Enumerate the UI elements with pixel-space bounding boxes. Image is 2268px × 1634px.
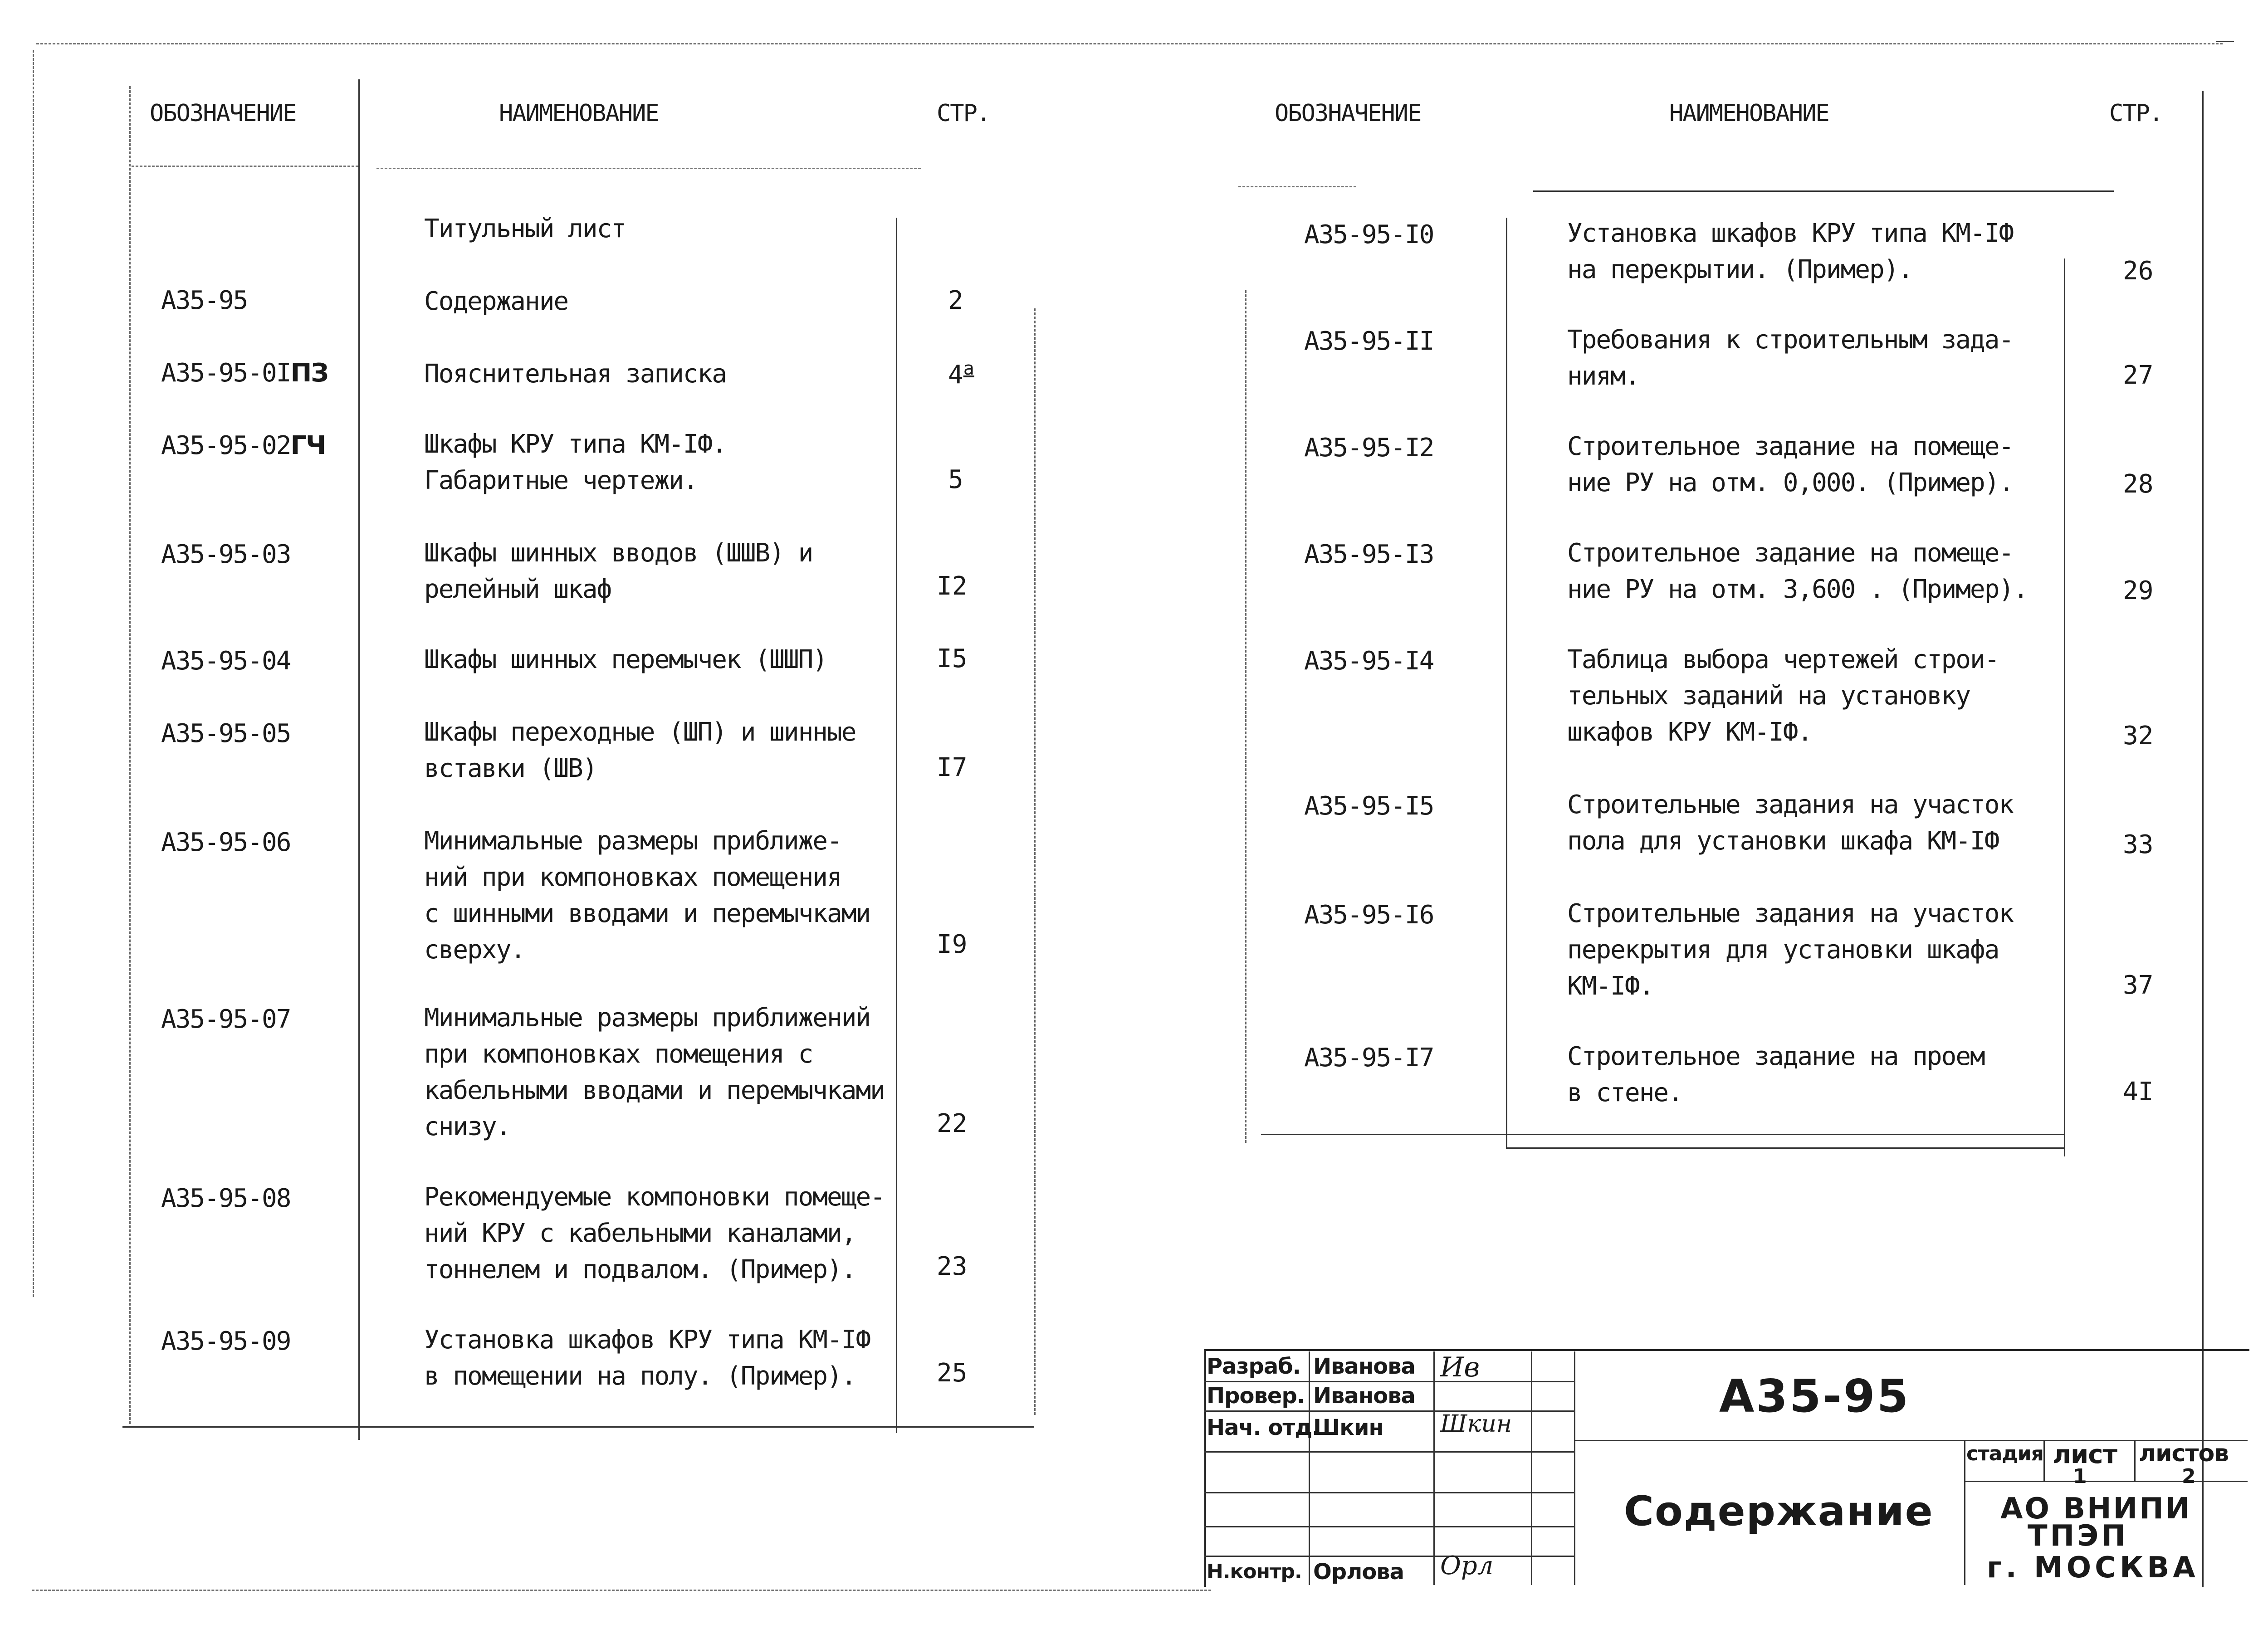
row-title: Содержание: [424, 287, 568, 316]
row-code: А35-95-II: [1304, 327, 1434, 356]
row-title: Минимальные размеры приближе- ний при компоновках помещения с шинными вводами и перемычками сверху.: [424, 826, 870, 965]
signature-razrab: Ив: [1440, 1351, 1480, 1383]
row-title: Строительное задание на проем в стене.: [1567, 1042, 1984, 1107]
row-title: Строительные задания на участок пола для установки шкафа КМ-IФ: [1567, 790, 2014, 856]
signature-nach-otd: Шкин: [1440, 1410, 1512, 1438]
row-title: Строительное задание на помеще- ние РУ на отм. 0,000. (Пример).: [1567, 432, 2014, 498]
row-page: 33: [2123, 830, 2154, 859]
row-title: Минимальные размеры приближений при компоновках помещения с кабельными вводами и перемычками снизу.: [424, 1003, 885, 1141]
role-prover: Провер.: [1207, 1383, 1305, 1409]
right-header-page: СТР.: [2109, 100, 2163, 127]
row-code: А35-95-02ГЧ: [161, 431, 326, 460]
row-page: 4I: [2123, 1077, 2154, 1107]
row-code-suffix: ПЗ: [290, 358, 328, 388]
row-page: 37: [2123, 971, 2154, 1000]
row-code: А35-95-I0: [1304, 220, 1434, 249]
row-page: I9: [937, 930, 968, 959]
row-page: 25: [937, 1358, 968, 1388]
row-page-sup: а: [963, 358, 974, 379]
row-code: А35-95-I7: [1304, 1043, 1434, 1073]
left-header-code: ОБОЗНАЧЕНИЕ: [150, 100, 296, 127]
org-city: г. МОСКВА: [1987, 1551, 2199, 1585]
person-nach-otd: Шкин: [1313, 1415, 1383, 1440]
role-razrab: Разраб.: [1207, 1354, 1300, 1379]
row-page: 26: [2123, 256, 2154, 286]
row-title: Установка шкафов КРУ типа КМ-IФ на перекрытии. (Пример).: [1567, 219, 2014, 284]
row-page: I7: [937, 753, 968, 782]
row-code: А35-95-09: [161, 1327, 291, 1356]
row-page: I2: [937, 571, 968, 601]
row-title: Титульный лист: [424, 214, 626, 244]
person-n-kontr: Орлова: [1313, 1559, 1404, 1585]
left-header-name: НАИМЕНОВАНИЕ: [499, 100, 659, 127]
row-code: А35-95-07: [161, 1005, 291, 1034]
row-code: А35-95-I6: [1304, 900, 1434, 930]
row-code-suffix: ГЧ: [290, 431, 326, 460]
row-page: 27: [2123, 361, 2154, 390]
row-page: 23: [937, 1252, 968, 1281]
doc-code: А35-95: [1719, 1370, 1911, 1423]
person-razrab: Иванова: [1313, 1354, 1415, 1379]
row-title: Установка шкафов КРУ типа КМ-IФ в помещении на полу. (Пример).: [424, 1325, 870, 1391]
row-code: А35-95-I5: [1304, 791, 1434, 821]
row-code: А35-95-06: [161, 828, 291, 857]
person-prover: Иванова: [1313, 1383, 1415, 1409]
row-title: Рекомендуемые компоновки помеще- ний КРУ с кабельными каналами, тоннелем и подвалом. (Пример).: [424, 1182, 885, 1284]
row-code: А35-95: [161, 286, 248, 315]
org-line1: АО ВНИПИ: [2000, 1492, 2192, 1526]
org-line2: ТПЭП: [2028, 1519, 2128, 1553]
row-code: А35-95-I2: [1304, 433, 1434, 463]
row-title: Требования к строительным зада- ниям.: [1567, 325, 2014, 391]
row-code: А35-95-05: [161, 719, 291, 748]
row-title: Шкафы шинных перемычек (ШШП): [424, 645, 827, 674]
sheet-value: 1: [2073, 1465, 2087, 1488]
role-nach-otd: Нач. отд.: [1207, 1415, 1320, 1440]
row-code: А35-95-0IПЗ: [161, 358, 328, 388]
row-title: Строительное задание на помеще- ние РУ на отм. 3,600 . (Пример).: [1567, 538, 2028, 604]
right-header-code: ОБОЗНАЧЕНИЕ: [1275, 100, 1421, 127]
row-title: Шкафы КРУ типа КМ-IФ. Габаритные чертежи.: [424, 429, 727, 495]
doc-title: Содержание: [1624, 1488, 1934, 1535]
row-page: 29: [2123, 576, 2154, 605]
row-title: Шкафы шинных вводов (ШШВ) и релейный шкаф: [424, 538, 813, 604]
row-page: $4^а$: [948, 358, 974, 390]
signature-n-kontr: Орл: [1440, 1551, 1494, 1580]
row-code: А35-95-03: [161, 540, 291, 569]
row-page: 5: [948, 465, 963, 494]
row-code: А35-95-04: [161, 646, 291, 676]
row-page: I5: [937, 644, 968, 673]
row-page: 32: [2123, 721, 2154, 751]
stage-label: стадия: [1966, 1442, 2043, 1465]
left-header-page: СТР.: [937, 100, 990, 127]
row-title: Строительные задания на участок перекрытия для установки шкафа КМ-IФ.: [1567, 899, 2014, 1001]
role-n-kontr: Н.контр.: [1207, 1560, 1302, 1583]
row-title: Пояснительная записка: [424, 359, 727, 389]
row-page: 22: [937, 1109, 968, 1138]
sheets-label: листов: [2139, 1440, 2229, 1467]
row-code: А35-95-I4: [1304, 646, 1434, 676]
right-header-name: НАИМЕНОВАНИЕ: [1669, 100, 1829, 127]
row-code: А35-95-08: [161, 1184, 291, 1213]
sheet-label: лист: [2053, 1440, 2117, 1469]
sheets-value: 2: [2182, 1465, 2195, 1488]
row-title: Шкафы переходные (ШП) и шинные вставки (ШВ): [424, 717, 856, 783]
row-title: Таблица выбора чертежей строи- тельных заданий на установку шкафов КРУ КМ-IФ.: [1567, 645, 1999, 747]
row-page: 28: [2123, 469, 2154, 499]
row-code: А35-95-I3: [1304, 540, 1434, 569]
row-page: 2: [948, 286, 963, 315]
